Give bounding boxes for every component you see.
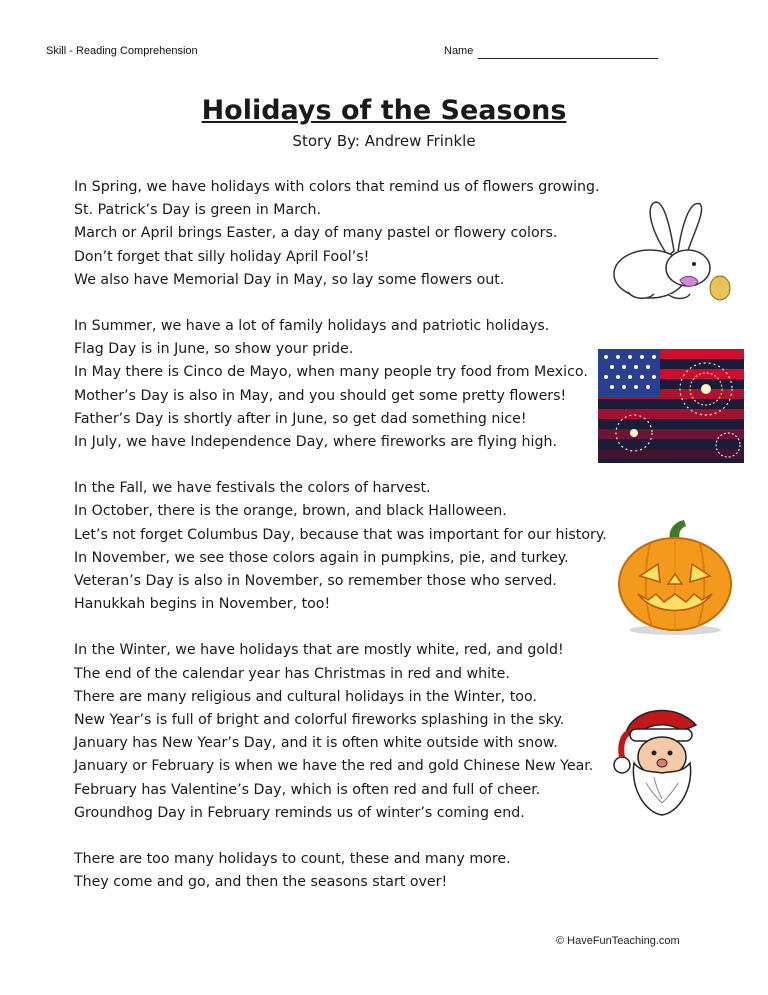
story-line: In the Fall, we have festivals the colors of harvest. [74, 480, 431, 497]
paragraph-fall [74, 477, 607, 616]
worksheet-header [46, 45, 668, 63]
story-line: In Summer, we have a lot of family holidays and patriotic holidays. [74, 318, 550, 335]
story-line: Mother’s Day is also in May, and you should get some pretty flowers! [74, 387, 567, 404]
jack-o-lantern-icon [614, 518, 736, 636]
name-blank-line[interactable] [478, 58, 658, 59]
name-label: Name [444, 45, 474, 57]
story-line: Don’t forget that silly holiday April Fool’s! [74, 248, 370, 265]
skill-label: Skill - Reading Comprehension [46, 45, 198, 57]
story-line: In May there is Cinco de Mayo, when many people try food from Mexico. [74, 364, 588, 381]
paragraph-summer [74, 315, 594, 454]
story-line: St. Patrick’s Day is green in March. [74, 202, 322, 219]
santa-icon [612, 703, 708, 817]
story-line: Flag Day is in June, so show your pride. [74, 341, 354, 358]
copyright-footer: © HaveFunTeaching.com [556, 935, 680, 947]
story-byline: Story By: Andrew Frinkle [292, 132, 476, 150]
story-line: February has Valentine’s Day, which is often red and full of cheer. [74, 781, 541, 798]
paragraph-closing [74, 848, 594, 894]
story-line: In Spring, we have holidays with colors that remind us of flowers growing. [74, 179, 600, 195]
story-line: Groundhog Day in February reminds us of winter’s coming end. [74, 804, 525, 821]
story-line: January has New Year’s Day, and it is often white outside with snow. [74, 735, 558, 752]
story-line: In the Winter, we have holidays that are mostly white, red, and gold! [74, 642, 564, 659]
story-line: Let’s not forget Columbus Day, because that was important for our history. [74, 526, 607, 543]
bunny-icon [608, 196, 740, 306]
story-line: We also have Memorial Day in May, so lay some flowers out. [74, 271, 505, 288]
story-line: March or April brings Easter, a day of many pastel or flowery colors. [74, 225, 558, 242]
paragraph-winter [74, 639, 594, 825]
story-line: January or February is when we have the red and gold Chinese New Year. [74, 758, 594, 775]
story-line: Father’s Day is shortly after in June, so get dad something nice! [74, 410, 527, 427]
story-line: The end of the calendar year has Christmas in red and white. [74, 665, 510, 682]
story-line: In October, there is the orange, brown, and black Halloween. [74, 503, 507, 520]
story-line: There are many religious and cultural holidays in the Winter, too. [74, 688, 537, 705]
paragraph-spring [74, 176, 600, 292]
story-line: Veteran’s Day is also in November, so remember those who served. [74, 573, 557, 590]
story-line: There are too many holidays to count, these and many more. [74, 851, 511, 868]
flag-fireworks-icon [598, 349, 744, 463]
page-title: Holidays of the Seasons [201, 95, 567, 126]
story-line: Hanukkah begins in November, too! [74, 596, 331, 613]
story-line: In July, we have Independence Day, where fireworks are flying high. [74, 434, 557, 451]
story-line: New Year’s is full of bright and colorful fireworks splashing in the sky. [74, 712, 565, 729]
story-line: They come and go, and then the seasons start over! [74, 874, 448, 891]
story-body [74, 176, 607, 917]
story-line: In November, we see those colors again in pumpkins, pie, and turkey. [74, 549, 569, 566]
